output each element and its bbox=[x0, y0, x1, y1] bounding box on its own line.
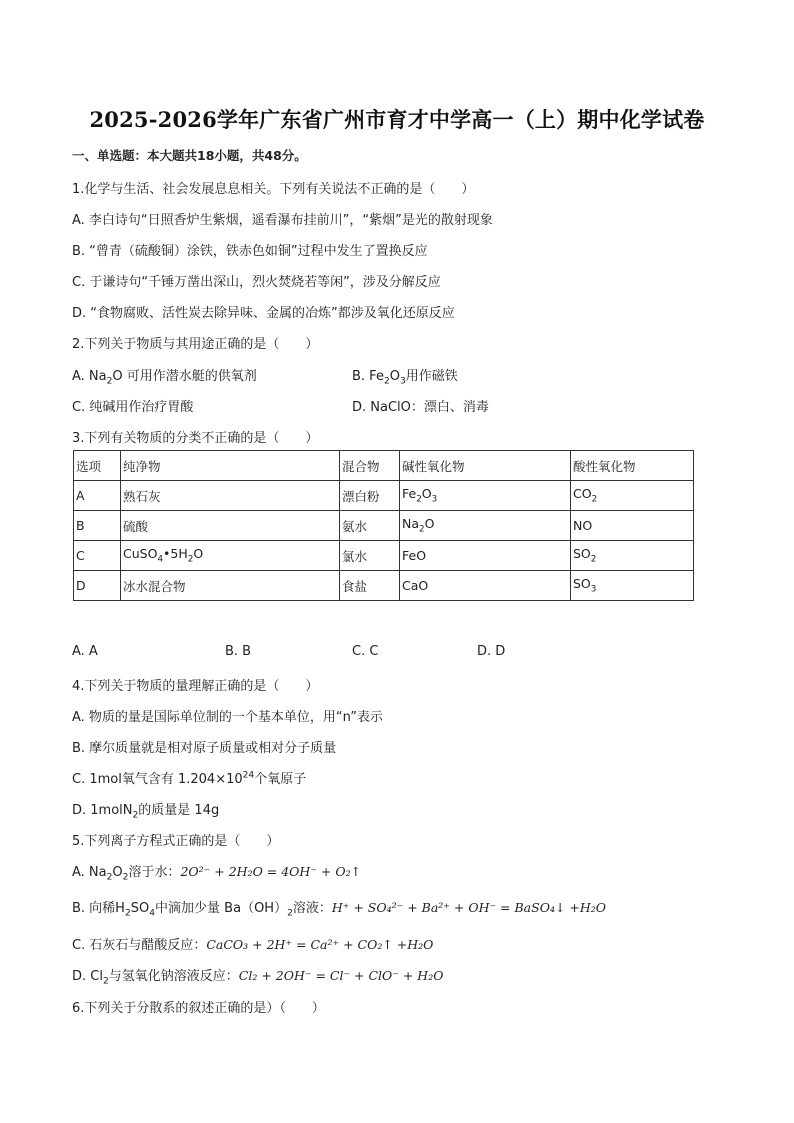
q3-option-a: A. A bbox=[72, 644, 98, 659]
q5-c-equation: CaCO₃ + 2H⁺ = Ca²⁺ + CO₂↑ +H₂O bbox=[206, 937, 434, 952]
q1-option-d: D. “食物腐败、活性炭去除异味、金属的冶炼”都涉及氧化还原反应 bbox=[72, 306, 455, 321]
table-header-row bbox=[74, 451, 694, 481]
q4-option-b: B. 摩尔质量就是相对原子质量或相对分子质量 bbox=[72, 741, 337, 756]
table-cell: 氨水 bbox=[340, 511, 400, 541]
table-header-cell: 混合物 bbox=[340, 451, 400, 481]
table-cell: D bbox=[74, 571, 121, 601]
table-header-cell: 酸性氧化物 bbox=[571, 451, 694, 481]
q4-option-c: C. 1mol氧气含有 $1.204\times 10^{24}$个氧原子 bbox=[72, 770, 307, 787]
q5-option-a: A. $Na_2O_2$溶于水：2O²⁻ + 2H₂O = 4OH⁻ + O₂↑ bbox=[72, 864, 362, 883]
q5-b-equation: H⁺ + SO₄²⁻ + Ba²⁺ + OH⁻ = BaSO₄↓ +H₂O bbox=[331, 900, 607, 915]
table-header-cell: 碱性氧化物 bbox=[400, 451, 571, 481]
q3-option-b: B. B bbox=[225, 644, 252, 659]
table-header-cell: 选项 bbox=[74, 451, 121, 481]
q5-option-c: C. 石灰石与醋酸反应：CaCO₃ + 2H⁺ = Ca²⁺ + CO₂↑ +H₂O bbox=[72, 937, 434, 953]
q2-option-c: C. 纯碱用作治疗胃酸 bbox=[72, 400, 194, 415]
table-row bbox=[74, 511, 694, 541]
table-cell: NO bbox=[571, 511, 694, 541]
q4-stem: 4.下列关于物质的量理解正确的是（ ） bbox=[72, 679, 319, 694]
exam-title: 2025-2026学年广东省广州市育才中学高一（上）期中化学试卷 bbox=[89, 107, 705, 132]
q1-option-b: B. “曾青（硫酸铜）涂铁，铁赤色如铜”过程中发生了置换反应 bbox=[72, 244, 428, 259]
q5-d-equation: Cl₂ + 2OH⁻ = Cl⁻ + ClO⁻ + H₂O bbox=[238, 968, 444, 983]
table-cell: C bbox=[74, 541, 121, 571]
q3-stem: 3.下列有关物质的分类不正确的是（ ） bbox=[72, 431, 319, 446]
table-cell: B bbox=[74, 511, 121, 541]
table-cell: 漂白粉 bbox=[340, 481, 400, 511]
table-cell: $CuSO_4•5H_2O$ bbox=[121, 541, 340, 571]
table-row bbox=[74, 541, 694, 571]
classification-table bbox=[73, 450, 694, 601]
table-cell: 食盐 bbox=[340, 571, 400, 601]
table-cell: 氯水 bbox=[340, 541, 400, 571]
q4-option-d: D. 1molN$_2$的质量是 14g bbox=[72, 803, 220, 821]
section-heading: 一、单选题：本大题共18小题，共48分。 bbox=[72, 148, 307, 163]
q5-a-equation: 2O²⁻ + 2H₂O = 4OH⁻ + O₂↑ bbox=[180, 864, 362, 879]
q2-option-a: A. $Na_2O$ 可用作潜水艇的供氧剂 bbox=[72, 369, 257, 387]
q5-option-d: D. $Cl_2$与氢氧化钠溶液反应：Cl₂ + 2OH⁻ = Cl⁻ + ClO⁻ + H₂O bbox=[72, 968, 444, 987]
q2-option-d: D. NaClO：漂白、消毒 bbox=[352, 400, 489, 415]
q3-option-c: C. C bbox=[352, 644, 379, 659]
table-cell: $CO_2$ bbox=[571, 481, 694, 511]
q5-stem: 5.下列离子方程式正确的是（ ） bbox=[72, 834, 280, 849]
table-row bbox=[74, 481, 694, 511]
q1-option-c: C. 于谦诗句“千锤万凿出深山，烈火焚烧若等闲”，涉及分解反应 bbox=[72, 275, 441, 290]
table-header-cell: 纯净物 bbox=[121, 451, 340, 481]
table-cell: 硫酸 bbox=[121, 511, 340, 541]
q1-option-a: A. 李白诗句“日照香炉生紫烟，遥看瀑布挂前川”，“紫烟”是光的散射现象 bbox=[72, 213, 493, 228]
q1-stem: 1.化学与生活、社会发展息息相关。下列有关说法不正确的是（ ） bbox=[72, 182, 475, 197]
table-cell: $SO_3$ bbox=[571, 571, 694, 601]
table-cell: 熟石灰 bbox=[121, 481, 340, 511]
q6-stem: 6.下列关于分散系的叙述正确的是）（ ） bbox=[72, 1001, 325, 1016]
table-cell: FeO bbox=[400, 541, 571, 571]
q3-option-d: D. D bbox=[477, 644, 506, 659]
table-cell: $Fe_2O_3$ bbox=[400, 481, 571, 511]
table-cell: A bbox=[74, 481, 121, 511]
q2-stem: 2.下列关于物质与其用途正确的是（ ） bbox=[72, 337, 319, 352]
table-cell: $SO_2$ bbox=[571, 541, 694, 571]
q2-option-b: B. $Fe_2O_3$用作磁铁 bbox=[352, 369, 458, 387]
table-cell: 冰水混合物 bbox=[121, 571, 340, 601]
table-row bbox=[74, 571, 694, 601]
table-cell: CaO bbox=[400, 571, 571, 601]
q4-option-a: A. 物质的量是国际单位制的一个基本单位，用“n”表示 bbox=[72, 710, 383, 725]
q5-option-b: B. 向稀$H_2SO_4$中滴加少量 $Ba(OH)_2$溶液：H⁺ + SO₄²⁻ + Ba²⁺ + OH⁻ = BaSO₄↓ +H₂O bbox=[72, 900, 607, 919]
table-cell: $Na_2O$ bbox=[400, 511, 571, 541]
